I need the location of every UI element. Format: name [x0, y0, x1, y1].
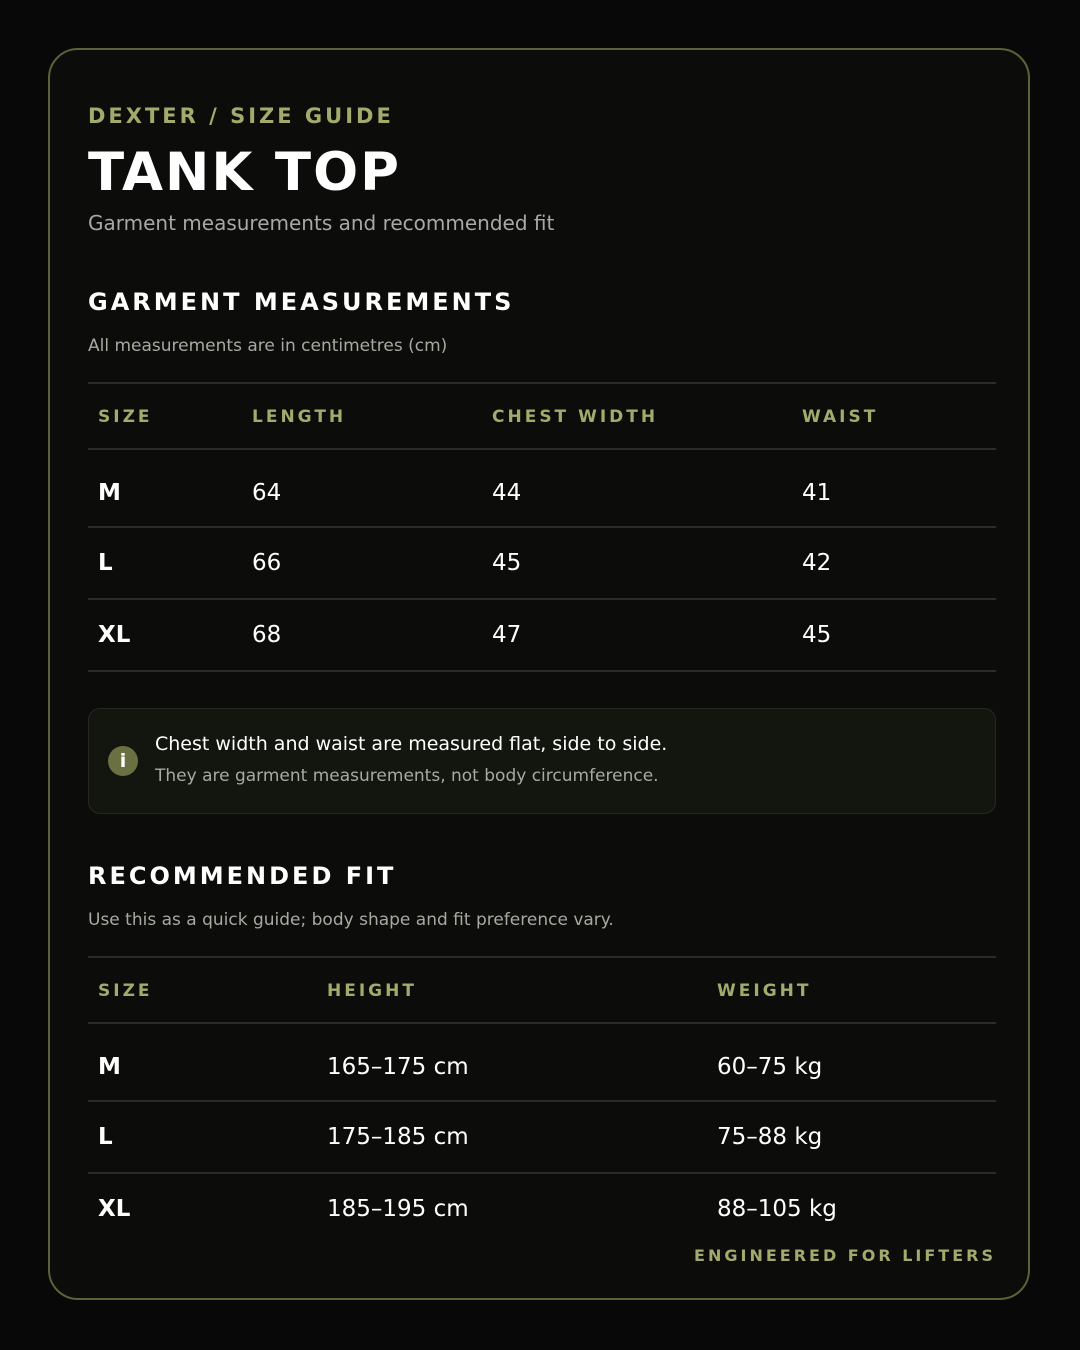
measurements-note: All measurements are in centimetres (cm)	[88, 336, 448, 356]
waist-cell: 42	[802, 550, 832, 576]
measurements-heading: GARMENT MEASUREMENTS	[88, 288, 515, 316]
waist-cell: 45	[802, 622, 832, 648]
weight-cell: 75–88 kg	[717, 1124, 823, 1150]
height-cell: 185–195 cm	[327, 1196, 469, 1222]
fit-note: Use this as a quick guide; body shape and fit preference vary.	[88, 910, 614, 930]
weight-cell: 60–75 kg	[717, 1054, 823, 1080]
info-icon: i	[108, 746, 138, 776]
waist-cell: 41	[802, 480, 832, 506]
footer-tagline: ENGINEERED FOR LIFTERS	[694, 1246, 996, 1265]
size-cell: XL	[98, 622, 131, 648]
column-header-size: SIZE	[98, 981, 153, 1001]
table-row	[88, 450, 996, 528]
size-guide-card	[48, 48, 1030, 1300]
length-cell: 64	[252, 480, 282, 506]
weight-cell: 88–105 kg	[717, 1196, 837, 1222]
length-cell: 66	[252, 550, 282, 576]
breadcrumb: DEXTER / SIZE GUIDE	[88, 104, 394, 128]
callout-sub-text: They are garment measurements, not body circumference.	[155, 766, 659, 786]
table-row	[88, 1174, 996, 1246]
column-header-waist: WAIST	[802, 407, 879, 427]
fit-table	[88, 956, 996, 1246]
column-header-height: HEIGHT	[327, 981, 417, 1001]
column-header-length: LENGTH	[252, 407, 347, 427]
chest-width-cell: 44	[492, 480, 522, 506]
table-row	[88, 528, 996, 600]
measurements-table	[88, 382, 996, 672]
size-cell: M	[98, 1054, 121, 1080]
table-header-row	[88, 956, 996, 1024]
column-header-chest-width: CHEST WIDTH	[492, 407, 659, 427]
height-cell: 175–185 cm	[327, 1124, 469, 1150]
fit-heading: RECOMMENDED FIT	[88, 862, 397, 890]
column-header-size: SIZE	[98, 407, 153, 427]
chest-width-cell: 47	[492, 622, 522, 648]
measurement-info-callout	[88, 708, 996, 814]
size-cell: M	[98, 480, 121, 506]
table-row	[88, 1102, 996, 1174]
size-cell: L	[98, 1124, 113, 1150]
length-cell: 68	[252, 622, 282, 648]
chest-width-cell: 45	[492, 550, 522, 576]
table-row	[88, 600, 996, 672]
height-cell: 165–175 cm	[327, 1054, 469, 1080]
page-subtitle: Garment measurements and recommended fit	[88, 211, 555, 235]
table-row	[88, 1024, 996, 1102]
callout-main-text: Chest width and waist are measured flat, side to side.	[155, 733, 668, 755]
size-cell: XL	[98, 1196, 131, 1222]
page-title: TANK TOP	[88, 142, 401, 203]
size-cell: L	[98, 550, 113, 576]
column-header-weight: WEIGHT	[717, 981, 812, 1001]
table-header-row	[88, 382, 996, 450]
